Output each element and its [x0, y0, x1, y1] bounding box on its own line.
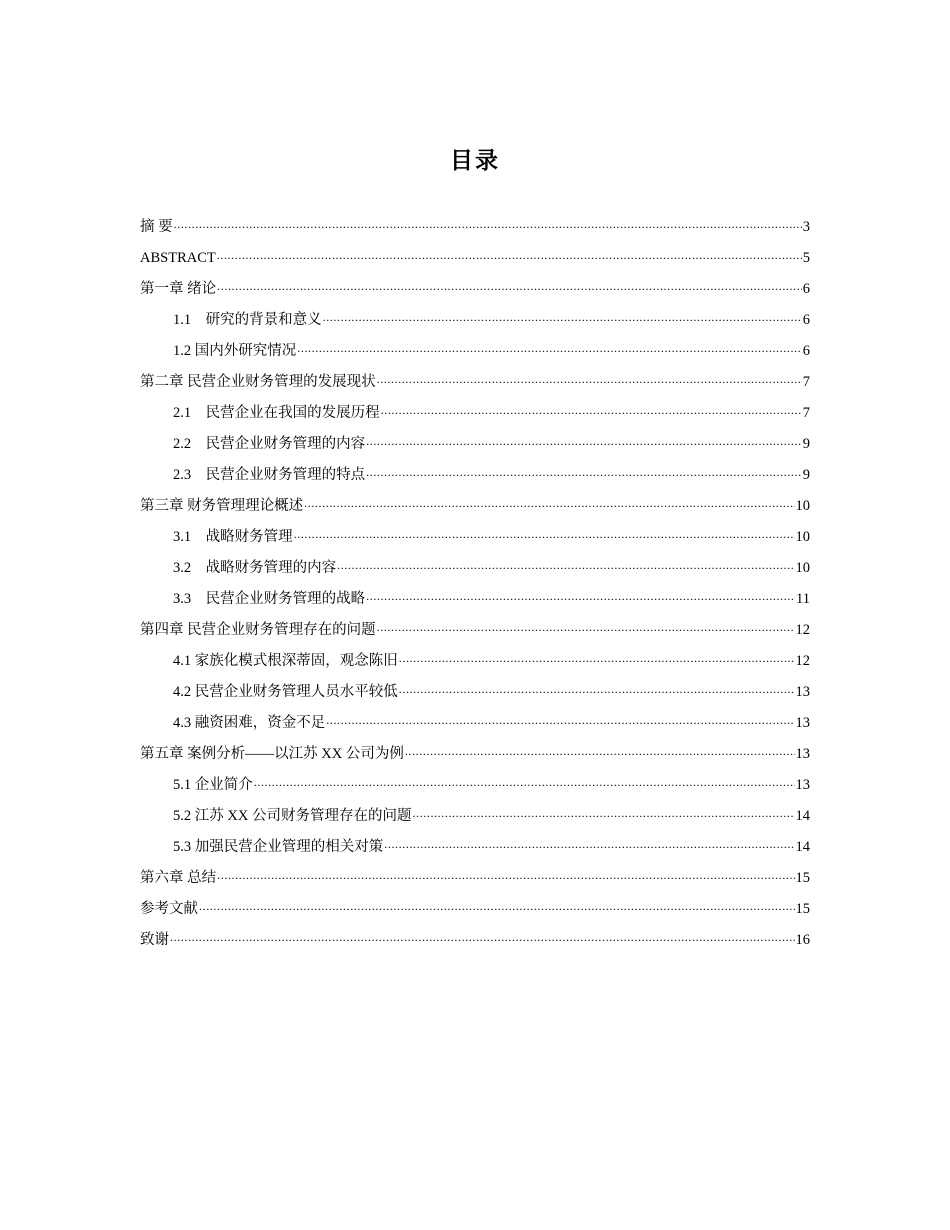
toc-entry-label: 4.3 融资困难，资金不足 — [173, 715, 326, 731]
toc-entry-label: 参考文献 — [140, 901, 198, 917]
toc-entry[interactable] — [140, 894, 810, 925]
toc-entry[interactable] — [140, 801, 810, 832]
dot-leader — [326, 713, 794, 727]
toc-entry-label: 4.1 家族化模式根深蒂固，观念陈旧 — [173, 653, 398, 669]
toc-entry[interactable] — [140, 429, 810, 460]
toc-entry[interactable] — [140, 646, 810, 677]
toc-entry-label: 2.1 民营企业在我国的发展历程 — [173, 405, 380, 421]
toc-entry-page-number: 3 — [802, 219, 810, 235]
toc-entry[interactable] — [140, 925, 810, 956]
dot-leader — [377, 372, 802, 386]
toc-entry[interactable] — [140, 615, 810, 646]
toc-entry-page-number: 14 — [795, 808, 810, 824]
toc-entry-page-number: 15 — [795, 870, 810, 886]
table-of-contents — [140, 212, 810, 956]
dot-leader — [337, 558, 794, 572]
toc-entry-label: 摘 要 — [140, 219, 173, 235]
dot-leader — [412, 806, 794, 820]
toc-entry-label: 3.1 战略财务管理 — [173, 529, 293, 545]
dot-leader — [170, 930, 795, 944]
dot-leader — [217, 279, 802, 293]
toc-entry-page-number: 15 — [795, 901, 810, 917]
toc-entry-label: 第三章 财务管理理论概述 — [140, 498, 304, 514]
toc-entry-page-number: 10 — [795, 498, 810, 514]
dot-leader — [304, 496, 794, 510]
toc-entry-label: 5.3 加强民营企业管理的相关对策 — [173, 839, 384, 855]
toc-entry-page-number: 10 — [795, 529, 810, 545]
dot-leader — [405, 744, 795, 758]
toc-entry-page-number: 12 — [795, 622, 810, 638]
toc-entry[interactable] — [140, 553, 810, 584]
dot-leader — [199, 899, 795, 913]
toc-entry-page-number: 6 — [802, 343, 810, 359]
toc-entry[interactable] — [140, 708, 810, 739]
toc-entry[interactable] — [140, 522, 810, 553]
toc-entry[interactable] — [140, 212, 810, 243]
dot-leader — [366, 465, 802, 479]
toc-entry-page-number: 10 — [795, 560, 810, 576]
dot-leader — [217, 868, 794, 882]
toc-entry-label: 1.2 国内外研究情况 — [173, 343, 297, 359]
dot-leader — [381, 403, 802, 417]
toc-entry-label: 第五章 案例分析——以江苏 XX 公司为例 — [140, 746, 404, 762]
toc-entry-label: 第四章 民营企业财务管理存在的问题 — [140, 622, 376, 638]
toc-entry-label: 第六章 总结 — [140, 870, 217, 886]
toc-entry[interactable] — [140, 398, 810, 429]
toc-entry-label: 1.1 研究的背景和意义 — [173, 312, 322, 328]
toc-entry-label: 第一章 绪论 — [140, 281, 217, 297]
toc-entry-label: 3.3 民营企业财务管理的战略 — [173, 591, 366, 607]
toc-entry-page-number: 7 — [802, 374, 810, 390]
dot-leader — [399, 682, 795, 696]
toc-entry-label: 5.2 江苏 XX 公司财务管理存在的问题 — [173, 808, 412, 824]
dot-leader — [377, 620, 795, 634]
toc-entry-page-number: 9 — [802, 467, 810, 483]
toc-entry[interactable] — [140, 491, 810, 522]
toc-entry-page-number: 16 — [795, 932, 810, 948]
toc-entry-page-number: 6 — [802, 281, 810, 297]
dot-leader — [399, 651, 795, 665]
toc-entry-page-number: 6 — [802, 312, 810, 328]
toc-entry-page-number: 13 — [795, 715, 810, 731]
toc-entry-page-number: 12 — [795, 653, 810, 669]
toc-entry-page-number: 7 — [802, 405, 810, 421]
toc-entry-page-number: 13 — [795, 684, 810, 700]
toc-entry-page-number: 13 — [795, 777, 810, 793]
dot-leader — [297, 341, 802, 355]
toc-entry-page-number: 11 — [796, 591, 810, 607]
toc-entry-page-number: 14 — [795, 839, 810, 855]
toc-entry-page-number: 9 — [802, 436, 810, 452]
dot-leader — [384, 837, 794, 851]
toc-entry-label: 3.2 战略财务管理的内容 — [173, 560, 337, 576]
toc-entry[interactable] — [140, 832, 810, 863]
toc-entry-label: 2.2 民营企业财务管理的内容 — [173, 436, 366, 452]
toc-entry[interactable] — [140, 336, 810, 367]
toc-entry-label: 致谢 — [140, 932, 169, 948]
toc-entry-label: 4.2 民营企业财务管理人员水平较低 — [173, 684, 398, 700]
toc-entry[interactable] — [140, 460, 810, 491]
toc-entry-label: 第二章 民营企业财务管理的发展现状 — [140, 374, 376, 390]
toc-entry[interactable] — [140, 243, 810, 274]
toc-entry-label: 5.1 企业简介 — [173, 777, 253, 793]
toc-entry[interactable] — [140, 770, 810, 801]
dot-leader — [217, 248, 802, 262]
toc-entry[interactable] — [140, 739, 810, 770]
toc-entry[interactable] — [140, 274, 810, 305]
dot-leader — [323, 310, 802, 324]
toc-entry[interactable] — [140, 863, 810, 894]
dot-leader — [294, 527, 795, 541]
toc-entry-label: ABSTRACT — [140, 250, 216, 266]
dot-leader — [254, 775, 795, 789]
dot-leader — [366, 589, 795, 603]
toc-entry-page-number: 13 — [795, 746, 810, 762]
dot-leader — [366, 434, 802, 448]
toc-entry[interactable] — [140, 677, 810, 708]
toc-entry-label: 2.3 民营企业财务管理的特点 — [173, 467, 366, 483]
toc-entry[interactable] — [140, 305, 810, 336]
toc-entry[interactable] — [140, 584, 810, 615]
toc-entry-page-number: 5 — [802, 250, 810, 266]
dot-leader — [174, 217, 802, 231]
toc-title: 目录 — [450, 148, 500, 174]
toc-entry[interactable] — [140, 367, 810, 398]
